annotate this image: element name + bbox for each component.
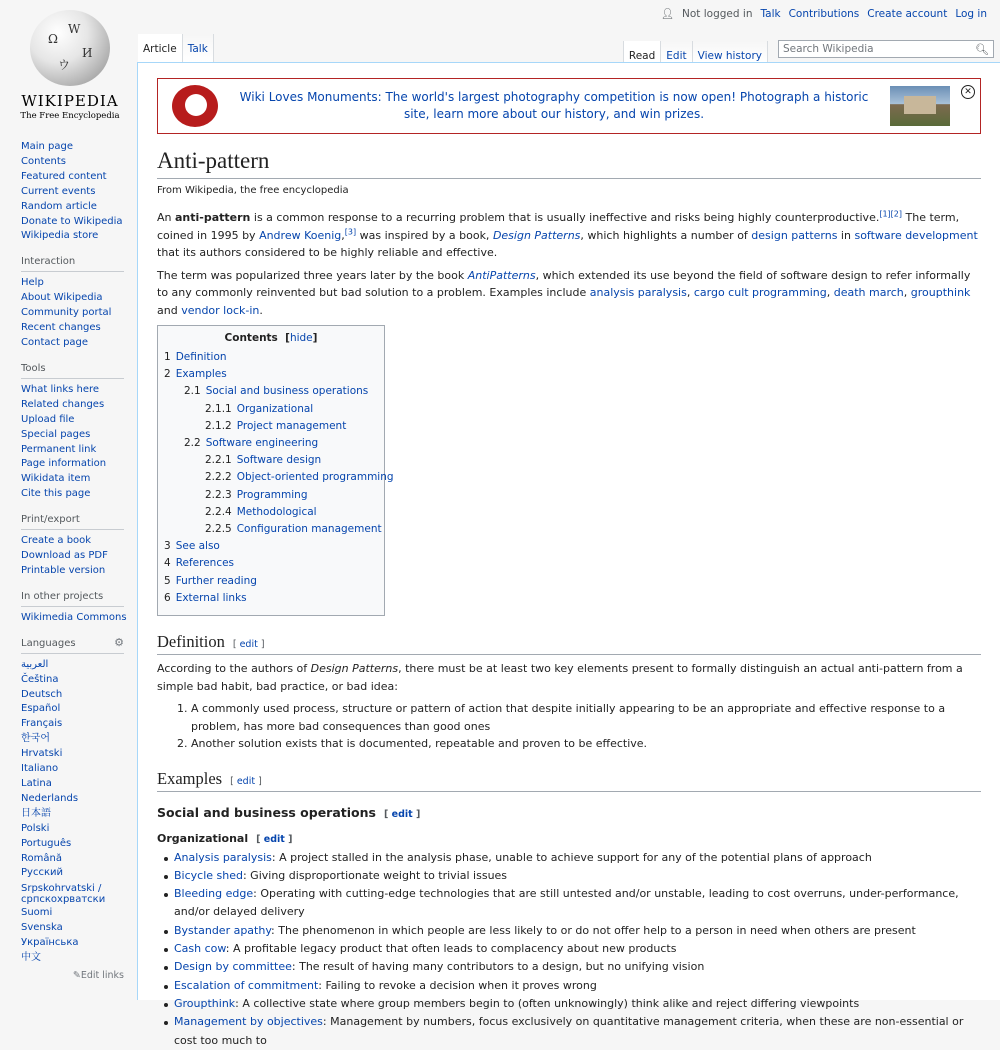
sidebar-item-deutsch[interactable]: [21, 688, 124, 703]
toc-item[interactable]: [164, 573, 378, 590]
reference-link[interactable]: [1][2]: [879, 209, 903, 219]
term-link[interactable]: Cash cow: [174, 942, 226, 956]
text: in: [837, 228, 855, 242]
sidebar-item-srpskohrvatski[interactable]: [21, 881, 124, 906]
link-cargo-cult-programming[interactable]: cargo cult programming: [693, 286, 827, 299]
sidebar-item-label[interactable]: 日本語: [21, 807, 51, 819]
sidebar-item-label[interactable]: Recent changes: [21, 322, 101, 334]
list-item: [174, 977, 981, 995]
sidebar-item-lang-10[interactable]: [21, 807, 124, 822]
toc-link[interactable]: References: [175, 557, 235, 570]
sidebar-item-wikimedia-commons[interactable]: [21, 611, 127, 626]
toc-link[interactable]: Organizational: [236, 402, 314, 415]
wikipedia-logo[interactable]: [20, 10, 120, 122]
term-link[interactable]: Bystander apathy: [174, 923, 272, 937]
edit-section-link[interactable]: edit: [236, 775, 256, 787]
sidebar-item-label[interactable]: 中文: [21, 952, 41, 964]
section-edit: [ edit ]: [232, 639, 265, 651]
sidebar-item-label[interactable]: Upload file: [21, 413, 75, 425]
toc-item[interactable]: [164, 366, 378, 383]
sidebar-item-label[interactable]: Čeština: [21, 673, 59, 685]
definition-intro: [157, 660, 981, 695]
search-input[interactable]: [778, 40, 994, 58]
sidebar-item-special-pages[interactable]: [21, 428, 124, 443]
toc-number: 2.1.2: [205, 419, 232, 432]
namespace-tabs: [138, 34, 214, 62]
sidebar-item-label[interactable]: About Wikipedia: [21, 292, 103, 304]
toc-item[interactable]: [164, 452, 378, 469]
toc-link[interactable]: Software design: [236, 454, 322, 467]
organizational-list: [157, 849, 981, 1050]
term-description: : Operating with cutting-edge technologies that are still untested and/or unstable, leading to cost overruns, under-performance, and/or delayed delivery: [174, 887, 959, 919]
sidebar-item-label[interactable]: Deutsch: [21, 688, 63, 700]
toc-title: Contents [hide]: [224, 332, 318, 344]
sidebar-item-label[interactable]: What links here: [21, 383, 100, 395]
sidebar-item-label[interactable]: Nederlands: [21, 792, 79, 804]
banner-message[interactable]: Wiki Loves Monuments: The world's largest photography competition is now open! Photograph a historic site, learn more about our history, and win prizes.: [239, 90, 869, 121]
text: An: [157, 211, 175, 224]
sidebar-item-label[interactable]: Português: [21, 837, 72, 849]
sidebar-item-lang-19[interactable]: [21, 951, 124, 966]
sidebar-item-label[interactable]: Printable version: [21, 564, 106, 576]
toc-item[interactable]: [164, 418, 378, 435]
list-item: 2. Another solution exists that is documented, repeatable and proven to be effective.: [191, 735, 981, 753]
toc-number: 3: [164, 540, 171, 553]
sidebar-item-related-changes[interactable]: [21, 398, 124, 413]
section-edit: [ edit ]: [383, 808, 421, 820]
login-link[interactable]: Log in: [955, 7, 987, 20]
site-subtitle: From Wikipedia, the free encyclopedia: [157, 185, 349, 196]
term-link[interactable]: Analysis paralysis: [174, 850, 272, 864]
list-item: [174, 849, 981, 867]
toc-hide-toggle[interactable]: hide: [289, 332, 313, 344]
sidebar-item-label[interactable]: Français: [21, 718, 63, 730]
sidebar-item-upload-file[interactable]: [21, 413, 124, 428]
sidebar-item-latina[interactable]: [21, 777, 124, 792]
toc-item[interactable]: [164, 401, 378, 418]
portal-heading: Print/export: [21, 514, 124, 530]
sidebar-item-label[interactable]: Community portal: [21, 307, 112, 319]
text: , which highlights a number of: [580, 228, 752, 242]
reference-link[interactable]: [3]: [344, 226, 357, 236]
toc-number: 2.2.3: [205, 488, 232, 501]
toc-link[interactable]: See also: [175, 540, 220, 553]
link-software-development[interactable]: software development: [854, 228, 978, 242]
sidebar-item-permanent-link[interactable]: [21, 443, 124, 458]
edit-section-link[interactable]: edit: [391, 808, 413, 820]
sidebar-item-nederlands[interactable]: [21, 792, 124, 807]
not-logged-in: Not logged in: [682, 7, 753, 20]
link-antipatterns-book[interactable]: AntiPatterns: [467, 268, 536, 282]
text: is a common response to a recurring problem that is usually ineffective and risks being highly counterproductive.: [250, 211, 880, 224]
portal-projects: [21, 590, 127, 626]
sidebar-item-polski[interactable]: [21, 822, 124, 837]
text: .: [259, 303, 263, 317]
term-description: : A profitable legacy product that often leads to complacency about new products: [225, 942, 677, 956]
portal-interaction: [21, 256, 124, 351]
toc-item[interactable]: [164, 590, 378, 607]
bold-term: anti-pattern: [175, 211, 251, 224]
toc-number: 2.1: [184, 385, 201, 398]
sidebar-item-donate-to-wikipedia[interactable]: [21, 215, 124, 230]
term-link[interactable]: Escalation of commitment: [174, 978, 319, 992]
puzzle-globe-icon: Ω W И ウ: [30, 10, 110, 86]
sidebar-item-lang-14[interactable]: [21, 866, 124, 881]
toc-item[interactable]: [164, 504, 378, 521]
sidebar-item-create-a-book[interactable]: [21, 534, 124, 549]
link-andrew-koenig[interactable]: Andrew Koenig: [259, 228, 342, 242]
portal-tools: [21, 363, 124, 502]
portal-heading: Languages: [21, 638, 124, 654]
sidebar-item-label[interactable]: Contact page: [21, 336, 89, 348]
sidebar-item-e-tina[interactable]: [21, 673, 124, 688]
sidebar-item-label[interactable]: Permanent link: [21, 443, 97, 455]
tab-edit[interactable]: Edit: [661, 41, 692, 62]
heading-text: Organizational: [157, 831, 249, 845]
contributions-link[interactable]: Contributions: [788, 7, 860, 20]
left-navigation: [0, 140, 137, 993]
list-item: [174, 958, 981, 976]
list-item: [174, 867, 981, 885]
term-link[interactable]: Design by committee: [174, 960, 292, 974]
term-description: : Failing to revoke a decision when it proves wrong: [318, 978, 597, 992]
sidebar-item-help[interactable]: [21, 276, 124, 291]
lead-paragraph-2: [157, 267, 981, 320]
toc-item[interactable]: [164, 555, 378, 572]
toc-link[interactable]: Further reading: [175, 574, 257, 587]
gear-icon[interactable]: ⚙: [114, 635, 124, 649]
list-item: [174, 885, 981, 922]
sidebar-item-label[interactable]: Cite this page: [21, 488, 91, 500]
close-icon[interactable]: ✕: [961, 85, 975, 99]
sidebar-item-label[interactable]: Hrvatski: [21, 748, 63, 760]
toc-number: 6: [164, 591, 171, 604]
sidebar-item-lang-18[interactable]: [21, 936, 124, 951]
term-description: : A collective state where group members begin to (often unknowingly) think alike and reject differing viewpoints: [235, 996, 860, 1010]
sidebar-item-svenska[interactable]: [21, 921, 124, 936]
sidebar-item-label[interactable]: Contents: [21, 155, 66, 167]
content-area: [137, 62, 1000, 1047]
sidebar-item-featured-content[interactable]: [21, 170, 124, 185]
sidebar-item-label[interactable]: Suomi: [21, 907, 53, 919]
sidebar-item-page-information[interactable]: [21, 457, 124, 472]
castle-photo: [890, 86, 950, 126]
section-edit: [ edit ]: [230, 775, 262, 787]
sidebar-item-label[interactable]: Srpskohrvatski / српскохрватски: [21, 883, 106, 906]
text: The term, coined in 1995 by: [157, 211, 960, 242]
text: According to the authors of: [157, 662, 311, 676]
list-item: [174, 922, 981, 940]
toc-item[interactable]: [164, 435, 378, 452]
toc-item[interactable]: [164, 469, 394, 486]
text: was inspired by a book,: [356, 228, 493, 242]
toc-item[interactable]: [164, 538, 378, 555]
edit-section-link[interactable]: edit: [263, 833, 285, 845]
table-of-contents: [157, 325, 394, 616]
text: that its authors considered to be highly reliable and effective.: [157, 246, 498, 259]
link-vendor-lock-in[interactable]: vendor lock-in: [181, 303, 260, 317]
toc-number: 4: [164, 557, 171, 570]
italic-title: Design Patterns: [310, 662, 399, 676]
sidebar-item-label[interactable]: Page information: [21, 458, 107, 470]
text: and: [157, 303, 182, 317]
sidebar-item-label[interactable]: Svenska: [21, 922, 63, 934]
sidebar-item-label[interactable]: Current events: [21, 185, 96, 197]
sidebar-item-label[interactable]: Українська: [21, 937, 79, 949]
toc-number: 2.2.1: [205, 454, 232, 467]
sidebar-item-recent-changes[interactable]: [21, 321, 124, 336]
term-link[interactable]: Management by objectives: [174, 1015, 323, 1029]
heading-text: Definition: [157, 632, 225, 652]
view-tabs: [623, 34, 994, 62]
portal-heading: Interaction: [21, 256, 124, 272]
logo-wordmark: WIKIPEDIA: [21, 92, 119, 110]
text: ,: [686, 286, 694, 299]
list-item: [174, 1013, 981, 1050]
toc-item[interactable]: [164, 349, 378, 366]
term-description: : A project stalled in the analysis phase, unable to achieve support for any of the potential plans of approach: [271, 850, 872, 864]
toc-link[interactable]: Definition: [175, 351, 227, 363]
tab-view-history[interactable]: View history: [693, 41, 768, 62]
sidebar-item-label[interactable]: Related changes: [21, 398, 105, 410]
sidebar-item-label[interactable]: Wikidata item: [21, 473, 91, 485]
sidebar-item-label[interactable]: العربية: [21, 658, 49, 670]
sidebar-item-label[interactable]: Donate to Wikipedia: [21, 215, 123, 227]
sidebar-item-lang-0[interactable]: [21, 658, 124, 673]
tab-article[interactable]: Article: [138, 34, 183, 62]
sidebar-item-rom-n[interactable]: [21, 852, 124, 867]
edit-links-label: Edit links: [80, 969, 124, 981]
toc-link[interactable]: Project management: [236, 419, 347, 432]
subsection-heading-organizational: [157, 832, 981, 845]
edit-links[interactable]: [21, 970, 124, 981]
sidebar-item-cite-this-page[interactable]: [21, 487, 124, 502]
link-death-march[interactable]: death march: [833, 286, 904, 299]
term-description: : The result of having many contributors to a design, but no unifying vision: [291, 960, 705, 974]
toc-link[interactable]: Programming: [236, 488, 308, 501]
text: , there must be at least two key elements present to formally distinguish an actual anti-pattern from a simple bad habit, bad practice, or bad idea:: [157, 662, 963, 693]
edit-section-link[interactable]: edit: [239, 639, 258, 651]
sidebar-item-label[interactable]: Featured content: [21, 170, 107, 182]
heading-text: Examples: [157, 768, 223, 788]
term-description: : Management by numbers, focus exclusively on quantitative management criteria, when these are non-essential or cost too much to: [174, 1015, 964, 1047]
sidebar-item-label[interactable]: Wikipedia store: [21, 230, 99, 242]
logo-tagline: The Free Encyclopedia: [20, 111, 120, 121]
sidebar-item-label[interactable]: Polski: [21, 822, 50, 834]
sidebar-item-random-article[interactable]: [21, 200, 124, 215]
sidebar-item-wikidata-item[interactable]: [21, 472, 124, 487]
toc-link[interactable]: Software engineering: [205, 437, 319, 450]
sidebar-item-what-links-here[interactable]: [21, 383, 124, 398]
subsection-heading-social-business: [157, 805, 981, 820]
portal-print: [21, 514, 124, 579]
pencil-icon: ✎: [72, 969, 81, 981]
sidebar-item-label[interactable]: Español: [21, 703, 61, 715]
sidebar-item-italiano[interactable]: [21, 762, 124, 777]
link-analysis-paralysis[interactable]: analysis paralysis: [589, 286, 687, 299]
term-description: : The phenomenon in which people are less likely to or do not offer help to a person in need when others are present: [271, 923, 916, 937]
sidebar-item-label[interactable]: Italiano: [21, 763, 59, 775]
tab-read[interactable]: Read: [623, 41, 661, 62]
personal-tools: [661, 7, 987, 20]
definition-list: [157, 700, 981, 753]
sidebar-item-about-wikipedia[interactable]: [21, 291, 124, 306]
section-edit: [ edit ]: [256, 833, 293, 845]
toc-number: 5: [164, 574, 171, 587]
lead-paragraph-1: [157, 209, 981, 262]
toc-title-text: Contents: [224, 332, 278, 344]
text: , which extended its use beyond the field of software design to refer informally to any commonly reinvented but bad solution to a problem. Examples include: [157, 268, 971, 299]
toc-link[interactable]: Examples: [175, 368, 227, 381]
section-heading-examples: [157, 769, 981, 792]
toc-number: 2.2.5: [205, 523, 232, 536]
sidebar-item-contents[interactable]: [21, 155, 124, 170]
sidebar-item-espa-ol[interactable]: [21, 702, 124, 717]
search-icon[interactable]: 🔍︎: [975, 42, 989, 56]
toc-number: 2.2.2: [205, 471, 232, 484]
talk-link[interactable]: Talk: [760, 7, 781, 20]
text: ,: [341, 228, 345, 242]
term-link[interactable]: Bleeding edge: [174, 887, 254, 901]
term-link[interactable]: Bicycle shed: [174, 868, 243, 882]
link-groupthink[interactable]: groupthink: [910, 286, 971, 299]
sidebar-item-label[interactable]: Main page: [21, 141, 74, 152]
sidebar-item-label[interactable]: Русский: [21, 867, 63, 879]
toc-item[interactable]: [164, 383, 378, 400]
link-design-patterns[interactable]: design patterns: [751, 228, 838, 242]
sidebar-item-portugu-s[interactable]: [21, 837, 124, 852]
toc-link[interactable]: Methodological: [236, 505, 317, 518]
sidebar-item-label[interactable]: Latina: [21, 778, 52, 789]
term-link[interactable]: Groupthink: [174, 996, 236, 1010]
sidebar-item-label[interactable]: 한국어: [21, 733, 50, 745]
list-item: 1. A commonly used process, structure or pattern of action that despite initially appearing to be an appropriate and effective response to a problem, has more bad consequences than good ones: [191, 700, 981, 735]
central-notice-banner: [157, 78, 981, 134]
sidebar-item-current-events[interactable]: [21, 185, 124, 200]
toc-link[interactable]: External links: [175, 591, 247, 604]
toc-link[interactable]: Social and business operations: [205, 385, 369, 398]
toc-item[interactable]: [164, 487, 378, 504]
sidebar-item-suomi[interactable]: [21, 906, 124, 921]
text: The term was popularized three years later by the book: [157, 268, 468, 282]
sidebar-item-fran-ais[interactable]: [21, 717, 124, 732]
sidebar-item-label[interactable]: Random article: [21, 200, 97, 212]
tab-talk[interactable]: Talk: [183, 34, 214, 62]
link-design-patterns-book[interactable]: Design Patterns: [492, 228, 581, 242]
portal-languages: [21, 635, 124, 981]
sidebar-item-contact-page[interactable]: [21, 336, 124, 351]
sidebar-item-label[interactable]: Help: [21, 277, 44, 289]
toc-item[interactable]: [164, 521, 382, 538]
portal-heading: Tools: [21, 363, 124, 379]
sidebar-item-main-page[interactable]: [21, 140, 124, 155]
search-placeholder: Search Wikipedia: [783, 43, 874, 55]
term-description: : Giving disproportionate weight to trivial issues: [242, 868, 508, 882]
sidebar-item-download-as-pdf[interactable]: [21, 549, 124, 564]
sidebar-item-label[interactable]: Download as PDF: [21, 550, 108, 562]
sidebar-item-hrvatski[interactable]: [21, 747, 124, 762]
list-item: [174, 940, 981, 958]
text: ,: [826, 286, 834, 299]
toc-number: 2.2.4: [205, 505, 232, 518]
toc-number: 1: [164, 351, 171, 363]
heading-text: Social and business operations: [157, 804, 376, 820]
toc-link[interactable]: Configuration management: [236, 523, 382, 536]
sidebar-item-lang-5[interactable]: [21, 732, 124, 747]
sidebar-item-label[interactable]: Română: [21, 852, 62, 864]
create-account-link[interactable]: Create account: [867, 7, 948, 20]
user-icon: 👤︎: [660, 8, 675, 20]
sidebar-item-wikipedia-store[interactable]: [21, 229, 124, 244]
sidebar-item-label[interactable]: Create a book: [21, 535, 92, 547]
portal-heading: In other projects: [21, 591, 124, 607]
sidebar-item-printable-version[interactable]: [21, 564, 124, 579]
toc-link[interactable]: Object-oriented programming: [236, 471, 394, 484]
section-heading-definition: [157, 632, 981, 655]
sidebar-item-label[interactable]: Wikimedia Commons: [21, 611, 127, 623]
toc-number: 2: [164, 368, 171, 381]
sidebar-item-community-portal[interactable]: [21, 306, 124, 321]
page-title: Anti-pattern: [157, 148, 981, 179]
wiki-loves-monuments-icon: [172, 85, 218, 127]
toc-number: 2.1.1: [205, 402, 232, 415]
portal-navigation: [21, 140, 124, 244]
list-item: [174, 995, 981, 1013]
text: ,: [903, 286, 911, 299]
sidebar-item-label[interactable]: Special pages: [21, 428, 91, 440]
toc-number: 2.2: [184, 437, 201, 450]
